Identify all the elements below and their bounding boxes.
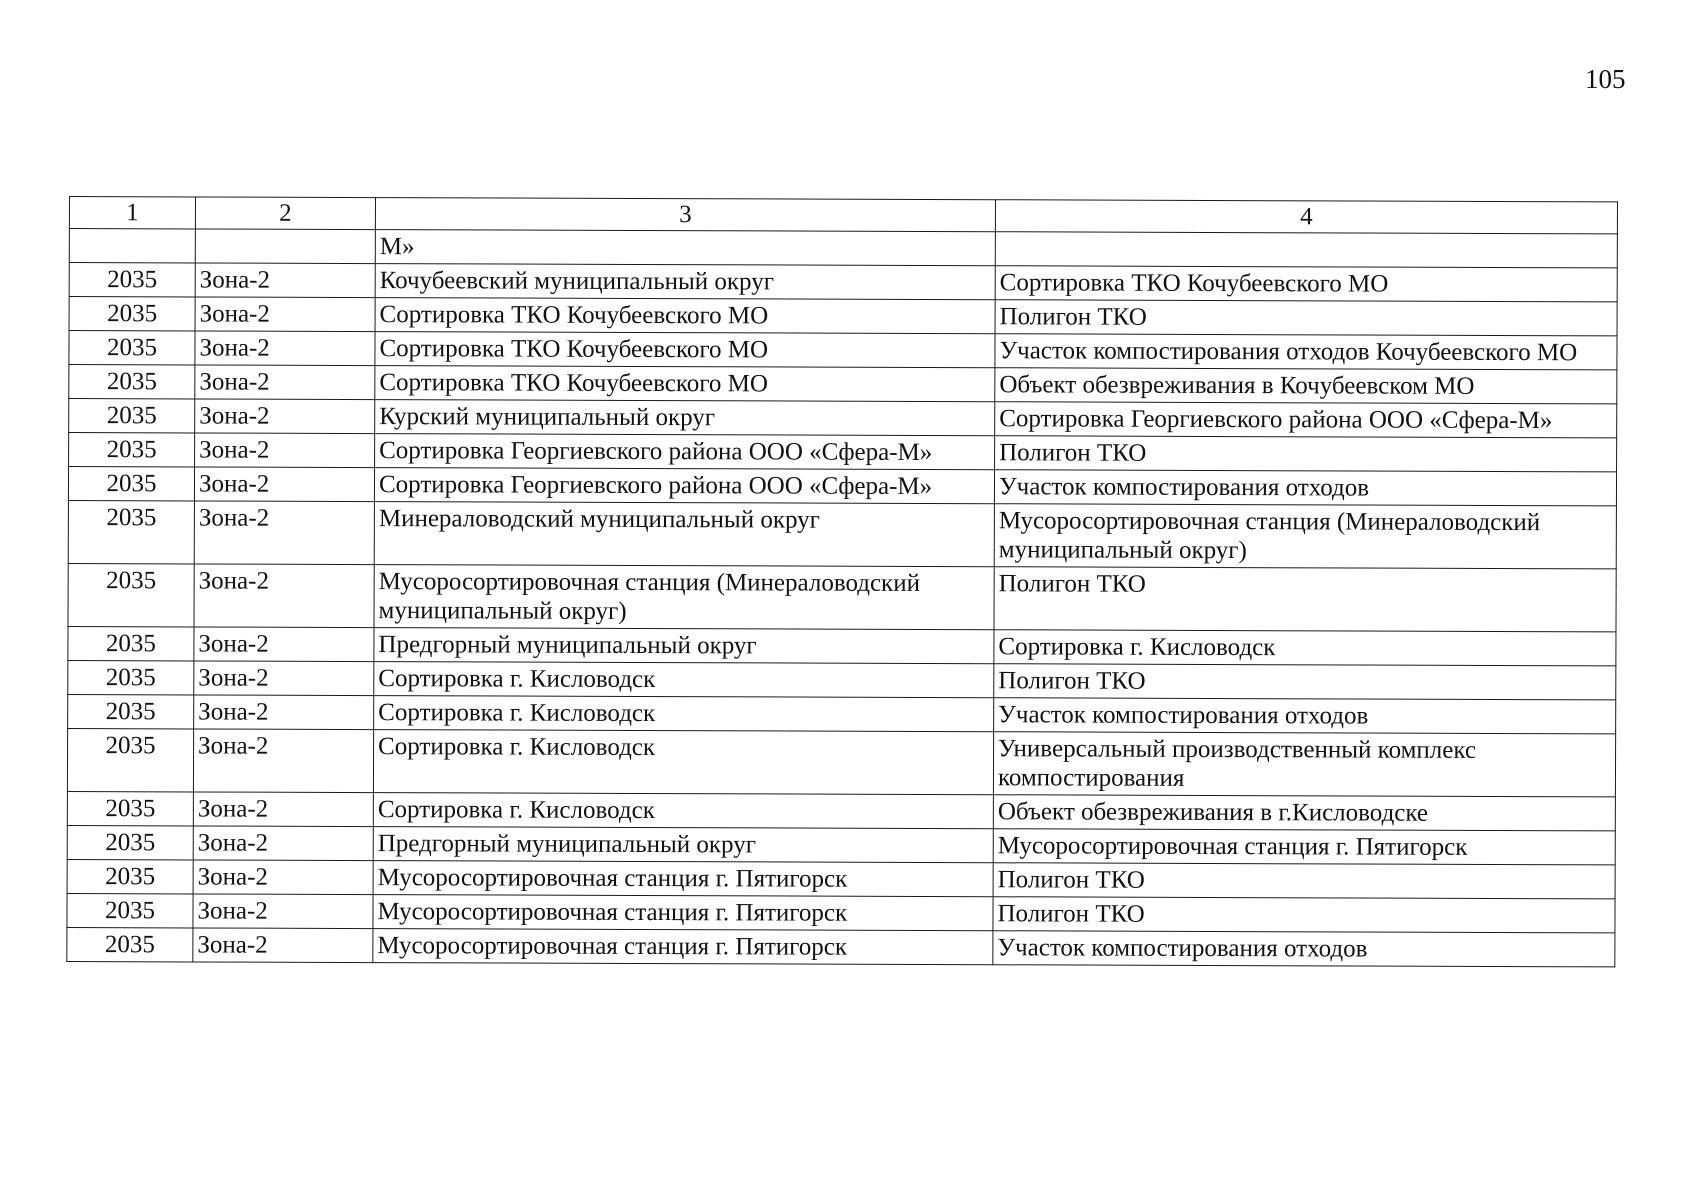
table-row xyxy=(67,728,1615,796)
source-cell: Сортировка ТКО Кочубеевского МО xyxy=(375,298,995,334)
destination-cell: Участок компостирования отходов xyxy=(993,931,1615,967)
zone-cell: Зона-2 xyxy=(195,263,375,298)
zone-cell: Зона-2 xyxy=(195,433,375,468)
zone-cell: Зона-2 xyxy=(195,399,375,434)
zone-cell: Зона-2 xyxy=(194,627,374,662)
source-cell: Сортировка ТКО Кочубеевского МО xyxy=(375,366,995,402)
source-cell: Сортировка г. Кисловодск xyxy=(374,696,994,732)
year-cell: 2035 xyxy=(69,433,195,467)
zone-cell: Зона-2 xyxy=(193,928,373,963)
column-header: 3 xyxy=(375,198,995,232)
table-row xyxy=(69,433,1617,472)
year-cell: 2035 xyxy=(69,297,195,331)
destination-cell: Полигон ТКО xyxy=(995,436,1617,472)
source-cell: Предгорный муниципальный округ xyxy=(374,628,994,664)
table-row xyxy=(69,365,1617,404)
source-cell: Сортировка Георгиевского района ООО «Сфера-М» xyxy=(375,434,995,470)
zone-cell: Зона-2 xyxy=(193,826,373,861)
source-cell: Мусоросортировочная станция г. Пятигорск xyxy=(373,929,993,965)
year-cell: 2035 xyxy=(67,893,193,927)
year-cell: 2035 xyxy=(68,467,194,501)
table-row xyxy=(67,927,1615,966)
zone-cell: Зона-2 xyxy=(193,729,373,793)
year-cell: 2035 xyxy=(69,331,195,365)
zone-cell: Зона-2 xyxy=(195,365,375,400)
destination-cell: Полигон ТКО xyxy=(993,897,1615,933)
source-cell: Минераловодский муниципальный округ xyxy=(374,502,994,567)
table-row xyxy=(69,263,1617,302)
destination-cell xyxy=(995,232,1617,268)
table-row xyxy=(67,859,1615,898)
zone-cell: Зона-2 xyxy=(194,501,374,565)
year-cell: 2035 xyxy=(67,927,193,961)
zone-cell: Зона-2 xyxy=(194,661,374,696)
destination-cell: Мусоросортировочная станция г. Пятигорск xyxy=(993,829,1615,865)
source-cell: Предгорный муниципальный округ xyxy=(373,827,993,863)
year-cell: 2035 xyxy=(68,626,194,660)
zone-cell: Зона-2 xyxy=(193,894,373,929)
column-header: 4 xyxy=(995,200,1617,234)
year-cell: 2035 xyxy=(68,500,194,563)
zone-cell: Зона-2 xyxy=(195,331,375,366)
source-cell: Сортировка г. Кисловодск xyxy=(373,730,993,795)
year-cell: 2035 xyxy=(69,263,195,297)
destination-cell: Сортировка г. Кисловодск xyxy=(994,630,1616,666)
year-cell: 2035 xyxy=(67,791,193,825)
year-cell: 2035 xyxy=(67,825,193,859)
source-cell: Курский муниципальный округ xyxy=(375,400,995,436)
table-row xyxy=(68,660,1616,699)
year-cell: 2035 xyxy=(69,365,195,399)
destination-cell: Сортировка Георгиевского района ООО «Сфера-М» xyxy=(995,402,1617,438)
table-header-row xyxy=(69,197,1617,234)
column-header: 1 xyxy=(69,197,195,229)
destination-cell: Участок компостирования отходов xyxy=(994,470,1616,506)
source-cell: Сортировка ТКО Кочубеевского МО xyxy=(375,332,995,368)
zone-cell: Зона-2 xyxy=(193,860,373,895)
destination-cell: Сортировка ТКО Кочубеевского МО xyxy=(995,266,1617,302)
table-row xyxy=(69,399,1617,438)
source-cell: М» xyxy=(375,230,995,266)
table-row xyxy=(67,893,1615,932)
year-cell: 2035 xyxy=(69,399,195,433)
year-cell: 2035 xyxy=(68,660,194,694)
source-cell: Мусоросортировочная станция (Минераловодский муниципальный округ) xyxy=(374,565,994,630)
destination-cell: Полигон ТКО xyxy=(995,300,1617,336)
table-row xyxy=(68,626,1616,665)
year-cell: 2035 xyxy=(68,694,194,728)
destination-cell: Участок компостирования отходов xyxy=(994,698,1616,734)
year-cell xyxy=(69,229,195,263)
zone-cell: Зона-2 xyxy=(194,695,374,730)
zone-cell: Зона-2 xyxy=(193,792,373,827)
source-cell: Сортировка г. Кисловодск xyxy=(373,793,993,829)
source-cell: Сортировка Георгиевского района ООО «Сфера-М» xyxy=(374,468,994,504)
source-cell: Кочубеевский муниципальный округ xyxy=(375,264,995,300)
table-row xyxy=(68,467,1616,506)
zone-cell: Зона-2 xyxy=(195,297,375,332)
destination-cell: Универсальный производственный комплекс компостирования xyxy=(993,732,1615,797)
destination-cell: Полигон ТКО xyxy=(994,664,1616,700)
zone-cell: Зона-2 xyxy=(194,467,374,502)
destination-cell: Мусоросортировочная станция (Минераловодский муниципальный округ) xyxy=(994,504,1616,569)
source-cell: Мусоросортировочная станция г. Пятигорск xyxy=(373,861,993,897)
destination-cell: Участок компостирования отходов Кочубеевского МО xyxy=(995,334,1617,370)
column-header: 2 xyxy=(195,197,375,230)
destination-cell: Объект обезвреживания в Кочубеевском МО xyxy=(995,368,1617,404)
destination-cell: Объект обезвреживания в г.Кисловодске xyxy=(993,795,1615,831)
year-cell: 2035 xyxy=(68,563,194,626)
table-row xyxy=(68,694,1616,733)
zone-cell xyxy=(195,229,375,264)
table-row xyxy=(69,229,1617,268)
table-row xyxy=(67,791,1615,830)
page-number: 105 xyxy=(1585,64,1626,94)
destination-cell: Полигон ТКО xyxy=(993,863,1615,899)
year-cell: 2035 xyxy=(67,728,193,791)
source-cell: Мусоросортировочная станция г. Пятигорск xyxy=(373,895,993,931)
table-row xyxy=(69,297,1617,336)
source-cell: Сортировка г. Кисловодск xyxy=(374,662,994,698)
table-row xyxy=(67,825,1615,864)
table-row xyxy=(68,500,1616,568)
destination-cell: Полигон ТКО xyxy=(994,567,1616,632)
zone-cell: Зона-2 xyxy=(194,564,374,628)
table-row xyxy=(69,331,1617,370)
year-cell: 2035 xyxy=(67,859,193,893)
table-row xyxy=(68,563,1616,631)
waste-flow-table xyxy=(66,196,1618,967)
